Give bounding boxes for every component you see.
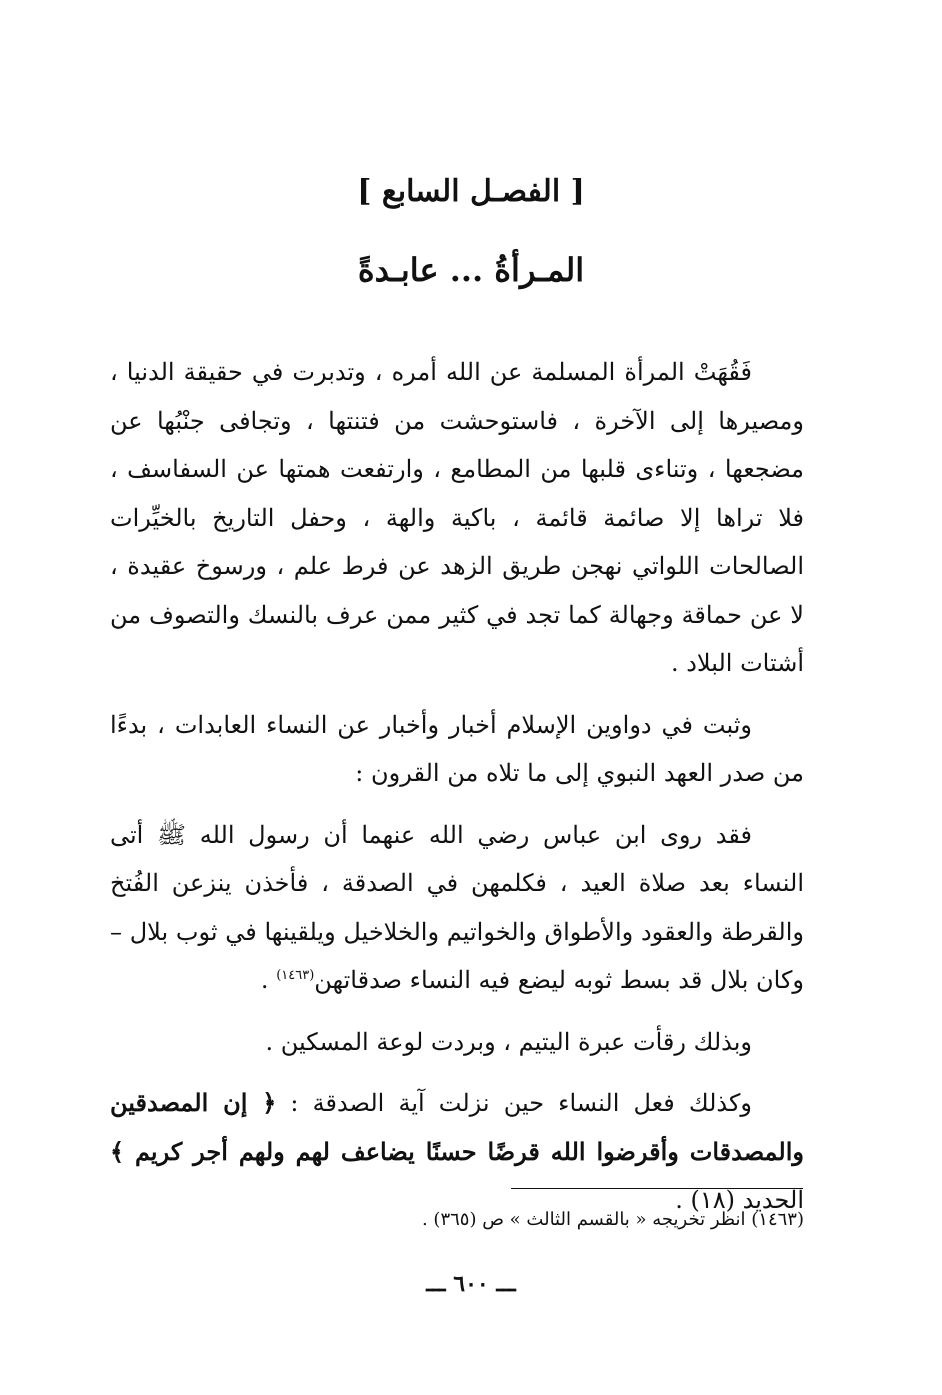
footnote: (١٤٦٣) انظر تخريجه « بالقسم الثالث » ص (٣٦٥) . — [421, 1209, 804, 1230]
paragraph-intro: وكذلك فعل النساء حين نزلت آية الصدقة : — [276, 1089, 752, 1117]
paragraph — [110, 701, 804, 798]
quran-verse: ﴿ إن المصدقين والمصدقات وأقرضوا الله قرضًا حسنًا يضاعف لهم ولهم أجر كريم ﴾ — [110, 1088, 804, 1166]
paragraph-text: فَقُهَتْ المرأة المسلمة عن الله أمره ، وتدبرت في حقيقة الدنيا ، ومصيرها إلى الآخرة ، فاستوحشت من فتنتها ، وتجافى جنْبُها عن مضجعها ، وتناءى قلبها من المطامع ، وارتفعت همتها عن السفاسف ، فلا تراها إلا صائمة قائمة ، باكية والهة ، وحفل التاريخ بالخيِّرات الصالحات اللواتي نهجن طريق الزهد عن فرط علم ، ورسوخ عقيدة ، لا عن حماقة وجهالة كما تجد في كثير ممن عرف بالنسك والتصوف من أشتات البلاد . — [110, 358, 804, 677]
body-text — [110, 348, 804, 1225]
page-number: ـــ ٦٠٠ ـــ — [426, 1271, 516, 1297]
paragraph — [110, 1018, 804, 1067]
footnote-reference[interactable]: (١٤٦٣) — [276, 968, 315, 983]
chapter-heading: [ الفصـل السابع ] — [357, 174, 585, 209]
paragraph — [110, 348, 804, 688]
chapter-title: المـرأةُ ... عابـدةً — [357, 251, 585, 289]
footnote-divider — [511, 1188, 803, 1189]
paragraph-ending: . — [260, 966, 277, 994]
paragraph — [110, 811, 804, 1005]
paragraph-text: وثبت في دواوين الإسلام أخبار وأخبار عن النساء العابدات ، بدءًا من صدر العهد النبوي إلى ما تلاه من القرون : — [110, 710, 804, 787]
paragraph-text: فقد روى ابن عباس رضي الله عنهما أن رسول الله ﷺ أتى النساء بعد صلاة العيد ، فكلمهن في الصدقة ، فأخذن ينزعن الفُتخ والقرطة والعقود والأطواق والخواتيم والخلاخيل ويلقينها في ثوب بلال – وكان بلال قد بسط ثوبه ليضع فيه النساء صدقاتهن — [110, 820, 804, 994]
paragraph-text: وبذلك رقأت عبرة اليتيم ، وبردت لوعة المسكين . — [265, 1027, 752, 1056]
verse-citation: الحديد (١٨) . — [675, 1186, 804, 1214]
